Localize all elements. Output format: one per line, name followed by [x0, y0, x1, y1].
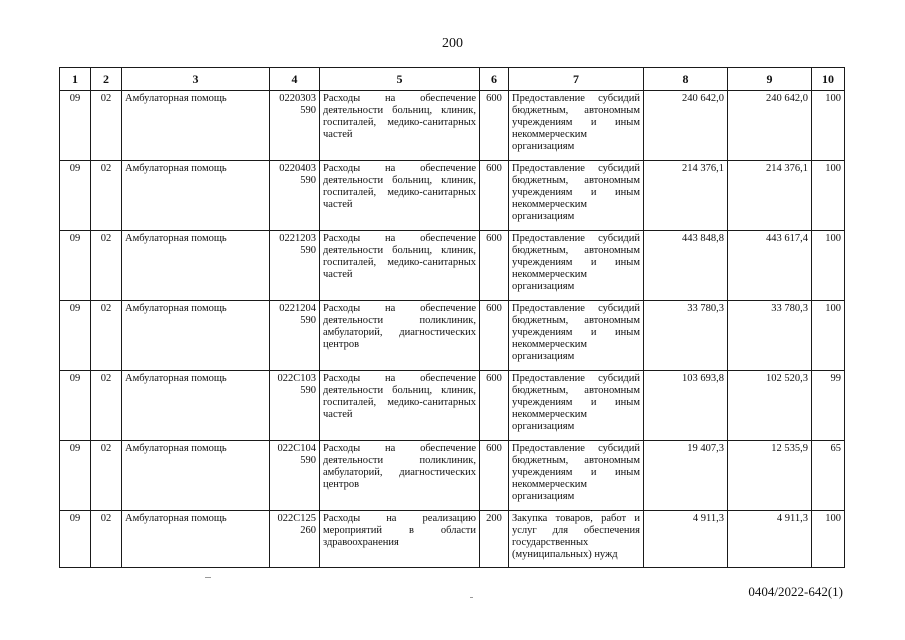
expense-type-code: 600: [480, 441, 509, 511]
executed-amount: 102 520,3: [728, 371, 812, 441]
execution-percent: 100: [812, 301, 845, 371]
column-header-3: 3: [122, 68, 270, 91]
subsection-code: 02: [91, 511, 122, 568]
table-row: [60, 161, 845, 231]
subsection-name: Амбулаторная помощь: [122, 301, 270, 371]
table-row: [60, 371, 845, 441]
table-row: [60, 91, 845, 161]
execution-percent: 99: [812, 371, 845, 441]
subsection-name: Амбулаторная помощь: [122, 161, 270, 231]
table-body: [60, 91, 845, 568]
execution-percent: 65: [812, 441, 845, 511]
planned-amount: 240 642,0: [644, 91, 728, 161]
section-code: 09: [60, 301, 91, 371]
section-code: 09: [60, 231, 91, 301]
column-header-1: 1: [60, 68, 91, 91]
subsection-name: Амбулаторная помощь: [122, 91, 270, 161]
target-article-code: 0221204 590: [270, 301, 320, 371]
expense-description: Расходы на обеспечение деятельности поликлиник, амбулаторий, диагностических центров: [320, 441, 480, 511]
expense-description: Расходы на обеспечение деятельности больниц, клиник, госпиталей, медико-санитарных частей: [320, 91, 480, 161]
scan-mark: [205, 577, 211, 578]
section-code: 09: [60, 161, 91, 231]
target-article-code: 0221203 590: [270, 231, 320, 301]
column-header-5: 5: [320, 68, 480, 91]
expense-type-name: Предоставление субсидий бюджетным, автономным учреждениям и иным некоммерческим организациям: [509, 441, 644, 511]
column-header-8: 8: [644, 68, 728, 91]
expense-type-name: Предоставление субсидий бюджетным, автономным учреждениям и иным некоммерческим организациям: [509, 161, 644, 231]
expense-type-name: Закупка товаров, работ и услуг для обеспечения государственных (муниципальных) нужд: [509, 511, 644, 568]
section-code: 09: [60, 91, 91, 161]
subsection-code: 02: [91, 161, 122, 231]
column-header-4: 4: [270, 68, 320, 91]
scan-mark: [470, 597, 473, 598]
section-code: 09: [60, 371, 91, 441]
subsection-code: 02: [91, 301, 122, 371]
section-code: 09: [60, 511, 91, 568]
planned-amount: 19 407,3: [644, 441, 728, 511]
expense-type-name: Предоставление субсидий бюджетным, автономным учреждениям и иным некоммерческим организациям: [509, 301, 644, 371]
subsection-code: 02: [91, 441, 122, 511]
execution-percent: 100: [812, 511, 845, 568]
planned-amount: 4 911,3: [644, 511, 728, 568]
expense-type-code: 600: [480, 301, 509, 371]
subsection-name: Амбулаторная помощь: [122, 371, 270, 441]
expense-type-name: Предоставление субсидий бюджетным, автономным учреждениям и иным некоммерческим организациям: [509, 371, 644, 441]
expense-description: Расходы на обеспечение деятельности больниц, клиник, госпиталей, медико-санитарных частей: [320, 371, 480, 441]
expense-description: Расходы на реализацию мероприятий в области здравоохранения: [320, 511, 480, 568]
table-header-row: [60, 68, 845, 91]
expense-description: Расходы на обеспечение деятельности поликлиник, амбулаторий, диагностических центров: [320, 301, 480, 371]
execution-percent: 100: [812, 231, 845, 301]
expense-type-code: 600: [480, 371, 509, 441]
column-header-7: 7: [509, 68, 644, 91]
subsection-name: Амбулаторная помощь: [122, 441, 270, 511]
expense-type-code: 600: [480, 231, 509, 301]
subsection-code: 02: [91, 371, 122, 441]
planned-amount: 443 848,8: [644, 231, 728, 301]
executed-amount: 4 911,3: [728, 511, 812, 568]
table-row: [60, 231, 845, 301]
expense-type-name: Предоставление субсидий бюджетным, автономным учреждениям и иным некоммерческим организациям: [509, 231, 644, 301]
subsection-code: 02: [91, 231, 122, 301]
planned-amount: 33 780,3: [644, 301, 728, 371]
expense-type-code: 200: [480, 511, 509, 568]
target-article-code: 0220303 590: [270, 91, 320, 161]
expense-type-code: 600: [480, 161, 509, 231]
table-row: [60, 301, 845, 371]
executed-amount: 12 535,9: [728, 441, 812, 511]
budget-table: [59, 67, 845, 568]
target-article-code: 022С125 260: [270, 511, 320, 568]
document-code: 0404/2022-642(1): [748, 584, 843, 599]
execution-percent: 100: [812, 161, 845, 231]
expense-type-code: 600: [480, 91, 509, 161]
target-article-code: 022С104 590: [270, 441, 320, 511]
execution-percent: 100: [812, 91, 845, 161]
executed-amount: 214 376,1: [728, 161, 812, 231]
column-header-2: 2: [91, 68, 122, 91]
column-header-6: 6: [480, 68, 509, 91]
subsection-code: 02: [91, 91, 122, 161]
table-row: [60, 441, 845, 511]
target-article-code: 022С103 590: [270, 371, 320, 441]
section-code: 09: [60, 441, 91, 511]
planned-amount: 103 693,8: [644, 371, 728, 441]
expense-description: Расходы на обеспечение деятельности больниц, клиник, госпиталей, медико-санитарных частей: [320, 161, 480, 231]
executed-amount: 443 617,4: [728, 231, 812, 301]
expense-description: Расходы на обеспечение деятельности больниц, клиник, госпиталей, медико-санитарных частей: [320, 231, 480, 301]
subsection-name: Амбулаторная помощь: [122, 231, 270, 301]
column-header-10: 10: [812, 68, 845, 91]
column-header-9: 9: [728, 68, 812, 91]
target-article-code: 0220403 590: [270, 161, 320, 231]
executed-amount: 240 642,0: [728, 91, 812, 161]
expense-type-name: Предоставление субсидий бюджетным, автономным учреждениям и иным некоммерческим организациям: [509, 91, 644, 161]
table-row: [60, 511, 845, 568]
planned-amount: 214 376,1: [644, 161, 728, 231]
executed-amount: 33 780,3: [728, 301, 812, 371]
page-number: 200: [442, 36, 463, 51]
subsection-name: Амбулаторная помощь: [122, 511, 270, 568]
